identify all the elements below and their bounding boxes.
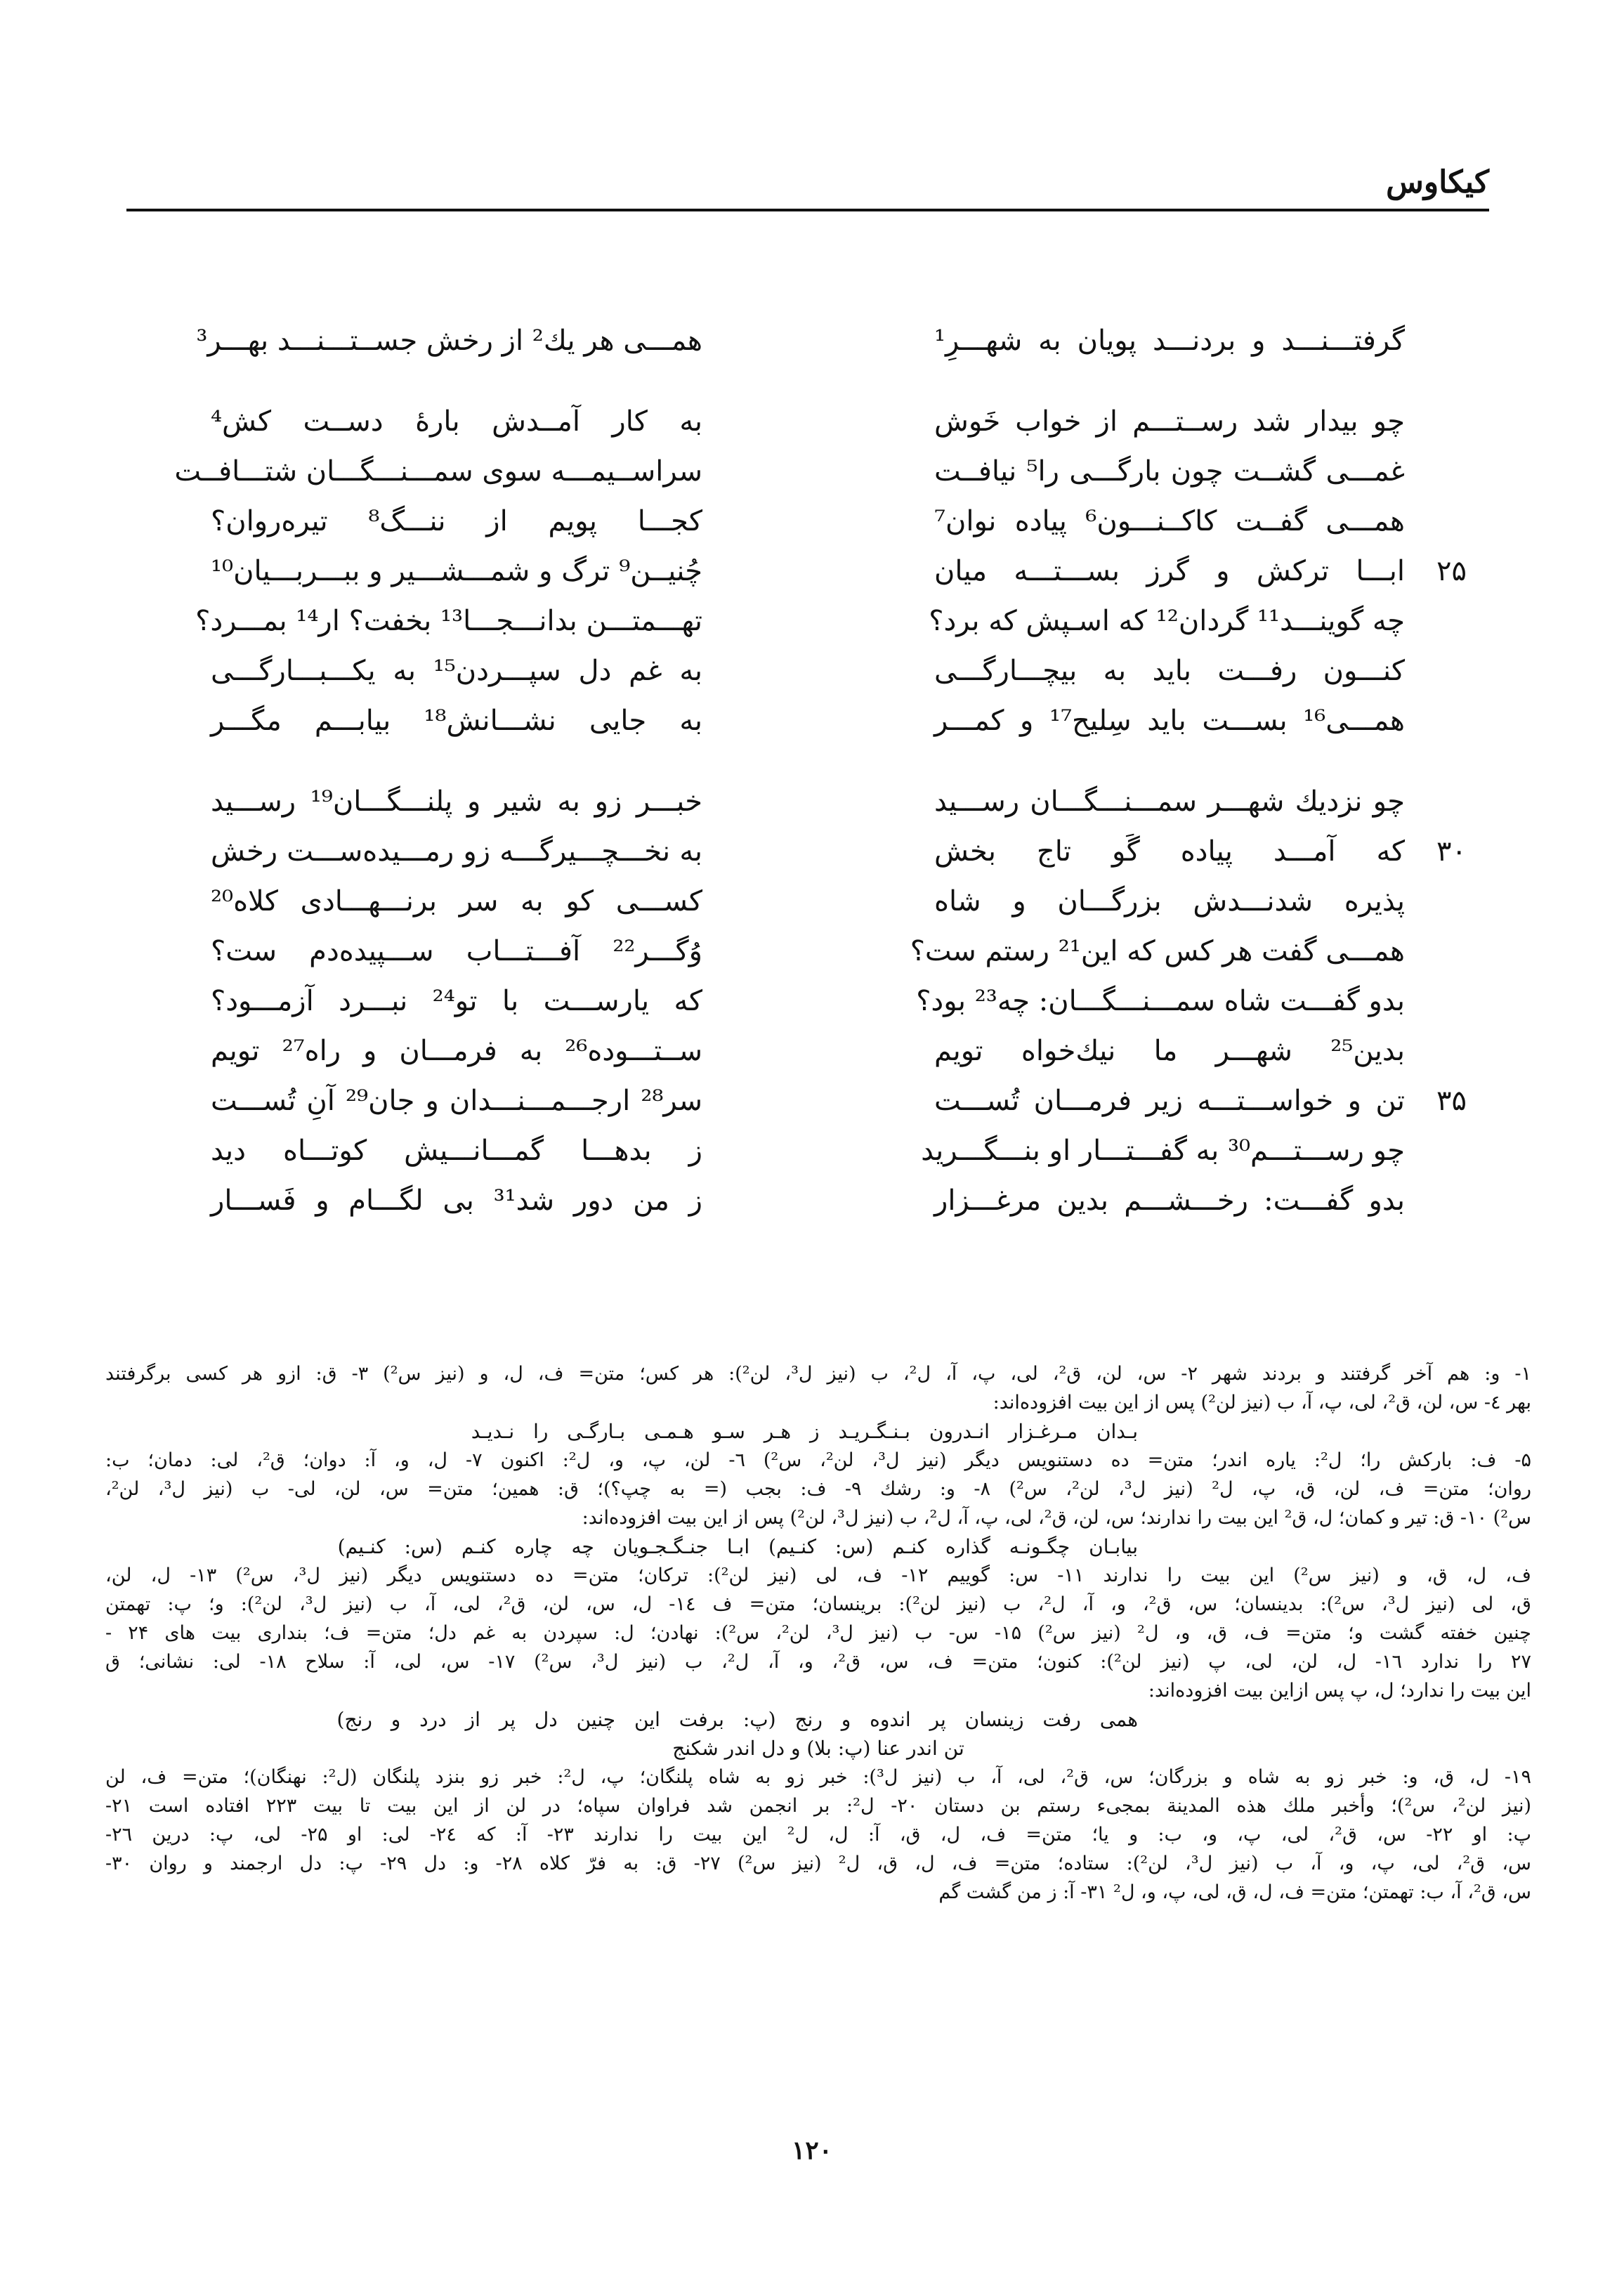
verse-row (211, 777, 1405, 827)
verse-number: ۳۵ (1436, 1085, 1467, 1117)
first-hemistich: چه گوینـــد¹¹ گردان¹² که اسـپش که برد؟ (929, 605, 1405, 637)
first-hemistich: پذیره شدنـــدش بزرگـــان و شاه (934, 885, 1405, 918)
first-hemistich: همـــی¹⁶ بســـت باید سِلیح¹⁷ و کمـــر (934, 705, 1405, 737)
second-hemistich: خبـــر زو به شیر و پلنـــگـــان¹⁹ رســـید (211, 785, 702, 818)
second-hemistich: به نخـــچـــیرگـــه زو رمـــیده‌ســـت رخش (211, 835, 702, 868)
page-number: ۱۲۰ (791, 2136, 832, 2165)
footnote-added-verse: بـدان مـرغـزار انـدرون بـنـگـریـد ز هـر سـو هـمـی بـارگـی را نـدیـد (471, 1420, 1138, 1443)
stanza (211, 777, 1467, 1226)
first-hemistich: تن و خواســـتـــه زیر فرمـــان تُســـت (934, 1085, 1405, 1117)
second-hemistich: وُگـــر²² آفـــتـــاب ســـپیده‌دم ست؟ (211, 935, 702, 967)
footnote-line: س²) ۱۰- ق: تیر و کمان؛ ل، ق² این بیت را ندارند؛ س، لن، ق²، لی، پ، آ، ل²، ب (نیز ل³، لن²) پس از این بیت افزوده‌اند: (582, 1507, 1531, 1529)
footnote-added-verse: بیابـان چگـونـه گذاره کنـم (س: کنـیم) ابـا جنـگـجـویان چه چاره کنـم (س: کنـیم) (337, 1535, 1138, 1558)
first-hemistich: بدو گفـــت: رخـــشـــم بدین مرغـــزار (934, 1184, 1405, 1217)
second-hemistich: به غم دل سپـــردن¹⁵ به یکـــبـــارگـــی (211, 655, 703, 687)
footnotes (105, 1359, 1531, 1907)
first-hemistich: غمـــی گشــت چون بارگـــی را⁵ نیافــت (934, 455, 1405, 488)
verse-row (211, 1176, 1405, 1226)
footnote-line: ۱- و: هم آخر گرفتند و بردند شهر ۲- س، لن، ق²، لی، پ، آ، ل²، ب (نیز ل³، لن²): هر کس؛ متن= ف، ل، و (نیز س²) ۳- ق: ازو هر کسی برگرفتند (105, 1363, 1531, 1385)
verse-row (211, 696, 1405, 746)
second-hemistich: سر²⁸ ارجـــمـــنـــدان و جان²⁹ آنِ تُســـت (211, 1085, 702, 1117)
stanza (174, 397, 1467, 746)
second-hemistich: چُنیــن⁹ ترگ و شمـــشـــیر و ببـــربـــیان¹⁰ (211, 555, 702, 587)
first-hemistich: بدو گفـــت شاه سمـــنـــگـــان: چه²³ بود؟ (916, 985, 1405, 1017)
footnote-line: چنین خفته گشت و؛ متن= ف، ق، و، ل² (نیز س²) ۱۵- س- ب (نیز ل³، لن²، س²): نهادن؛ ل: سپردن به غم دل؛ متن= ف؛ بنداری بیت های ۲۴ - (105, 1622, 1531, 1644)
verse-number: ۲۵ (1436, 555, 1467, 587)
footnote-line: ۲۷ را ندارد ۱٦- ل، لن، لی، پ (نیز لن²): کنون؛ متن= ف، س، ق²، و، آ، ل²، ب (نیز ل³، س²) ۱۷- س، لی، آ: سلاح ۱۸- لی: نشانی؛ ق (105, 1651, 1531, 1673)
verse-number: ۳۰ (1436, 835, 1467, 868)
first-hemistich: همـــی گفت هر کس که این²¹ رستم ست؟ (910, 935, 1405, 967)
second-hemistich: ز من دور شد³¹ بی لگـــام و فَســـار (211, 1184, 703, 1217)
second-hemistich: کســـی کو به سر برنـــهـــادی کلاه²⁰ (211, 885, 702, 918)
second-hemistich: سراســیمـــه سوی سمـــنـــگـــان شتـــافــت (174, 455, 702, 488)
footnote-line: ۵- ف: بارکش را؛ ل²: یاره اندر؛ متن= ده دستنویس دیگر (نیز ل³، لن²، س²) ٦- لن، پ، و، ل²: اکنون ۷- ل، و، آ: دوان؛ ق²، لی: دمان؛ ب: (105, 1449, 1531, 1471)
first-hemistich: کنـــون رفـــت باید به بیچـــارگـــی (934, 655, 1405, 687)
second-hemistich: به کار آمــدش بارهٔ دســت کش⁴ (211, 405, 702, 438)
verse-row (211, 1026, 1405, 1076)
first-hemistich: چو نزدیك شهـــر سمـــنـــگـــان رســـید (934, 785, 1405, 818)
verse-row (211, 977, 1405, 1026)
first-hemistich: همـــی گفــت کاکــنـــون⁶ پیاده نوان⁷ (934, 505, 1405, 537)
second-hemistich: ســتـــوده²⁶ به فرمـــان و راه²⁷ تویم (211, 1035, 702, 1067)
footnote-line: ۱۹- ل، ق، و: خبر زو به شاه و بزرگان؛ س، ق²، لی، آ، ب (نیز ل³): خبر زو به شاه پلنگان؛ پ، ل²: خبر زو بنزد پلنگان (ل²: نهنگان)؛ متن= ف، لن (105, 1766, 1531, 1788)
verse-row (211, 827, 1467, 877)
first-hemistich: گرفتـــنـــد و بردنـــد پویان به شهـــرِ¹ (934, 325, 1405, 357)
footnote-line: پ: او ۲۲- س، ق²، لی، پ، و، ب: و یا؛ متن= ف، ل، ق، آ: ل، ل² این بیت را ندارند ۲۳- آ: که ۲٤- لی: او ۲۵- لی، پ: درین ۲٦- (105, 1824, 1531, 1846)
verse-row (196, 316, 1405, 366)
footnote-line: این بیت را ندارد؛ ل، پ پس ازاین بیت افزوده‌اند: (1148, 1680, 1531, 1702)
verse-row (211, 877, 1405, 927)
footnote-added-verse: تن اندر عنا (پ: بلا) و دل اندر شکنج (672, 1737, 964, 1760)
second-hemistich: همـــی هر یك² از رخش جســتـــنـــد بهـــر³ (196, 325, 702, 357)
verse-row (195, 596, 1405, 646)
running-header (126, 162, 1489, 204)
footnote-line: بهر ٤- س، لن، ق²، لی، پ، آ، ب (نیز لن²) پس از این بیت افزوده‌اند: (993, 1392, 1531, 1414)
poem-body (174, 316, 1467, 1257)
footnote-added-verse: همی رفت زینسان پر اندوه و رنج (پ: برفت این چنین دل پر از درد و رنج) (336, 1708, 1138, 1731)
verse-row (211, 1076, 1467, 1126)
first-hemistich: که آمـــد پیاده گَو تاج بخش (934, 835, 1405, 868)
verse-row (211, 497, 1405, 547)
verse-row (211, 397, 1405, 447)
footnote-line: (نیز لن²، س²)؛ وأخبر ملك هذه المدینة بمجیء رستم بن دستان ۲۰- ل²: بر انجمن شد فراوان سپاه؛ در لن از این بیت تا بیت ۲۲۳ افتاده است ۲۱- (105, 1795, 1531, 1817)
verse-row (211, 1126, 1405, 1176)
stanza (196, 316, 1405, 366)
footnote-line: س، ق²، لی، پ، و، آ، ب (نیز ل³، لن²): ستاده؛ متن= ف، ل، ق، ل² (نیز س²) ۲۷- ق: به فرّ کلاه ۲۸- و: دل ۲۹- پ: دل ارجمند و روان ۳۰- (105, 1853, 1531, 1874)
footnote-line: ق، لی (نیز ل³، س²): بدینسان؛ س، ق²، و، آ، ل²، ب (نیز لن²): برینسان؛ متن= ف ۱٤- ل، س، لن، ق²، لی، آ، ب (نیز ل³، لن²): و؛ پ: تهمتن (105, 1593, 1531, 1615)
first-hemistich: چو بیدار شد رســتـــم از خواب خَوش (934, 405, 1405, 438)
header-rule (126, 209, 1489, 211)
first-hemistich: بدین²⁵ شهـــر ما نیك‌خواه تویم (934, 1035, 1405, 1067)
footnote-line: ف، ل، ق، و (نیز س²) این بیت را ندارند ۱۱- س: گوییم ۱۲- ف، لی (نیز لن²): ترکان؛ متن= ده دستنویس دیگر (نیز ل³، س²) ۱۳- ل، لن، (105, 1565, 1531, 1586)
second-hemistich: که یارســـت با تو²⁴ نبـــرد آزمـــود؟ (211, 985, 702, 1017)
second-hemistich: کجـــا پویم از ننـــگ⁸ تیره‌روان؟ (211, 505, 702, 537)
second-hemistich: ز بدهـــا گمـــانـــیش کوتـــاه دید (211, 1135, 702, 1167)
first-hemistich: ابـــا ترکش و گرز بســـتـــه میان (934, 555, 1405, 587)
verse-row (211, 646, 1405, 696)
verse-row (174, 447, 1405, 497)
footnote-line: روان؛ متن= ف، لن، ق، پ، ل² (نیز ل³، لن²، س²) ۸- و: رشك ۹- ف: بجب (= به چپ؟)؛ ق: همین؛ متن= س، لن، لی- ب (نیز ل³، لن²، (105, 1478, 1531, 1500)
second-hemistich: به جایی نشـــانش¹⁸ بیابـــم مگـــر (211, 705, 702, 737)
verse-row (211, 547, 1467, 596)
second-hemistich: تهـــمتـــن بدانـــجـــا¹³ بخفت؟ ار¹⁴ بمـــرد؟ (195, 605, 702, 637)
verse-row (211, 927, 1405, 977)
chapter-title: کیکاوس (1386, 164, 1489, 200)
first-hemistich: چو رســـتـــم³⁰ به گفـــتـــار او بنـــگـــرید (921, 1135, 1405, 1167)
footnote-line: س، ق²، آ، ب: تهمتن؛ متن= ف، ل، ق، لی، پ، و، ل² ۳۱- آ: ز من گشت گم (938, 1881, 1531, 1903)
